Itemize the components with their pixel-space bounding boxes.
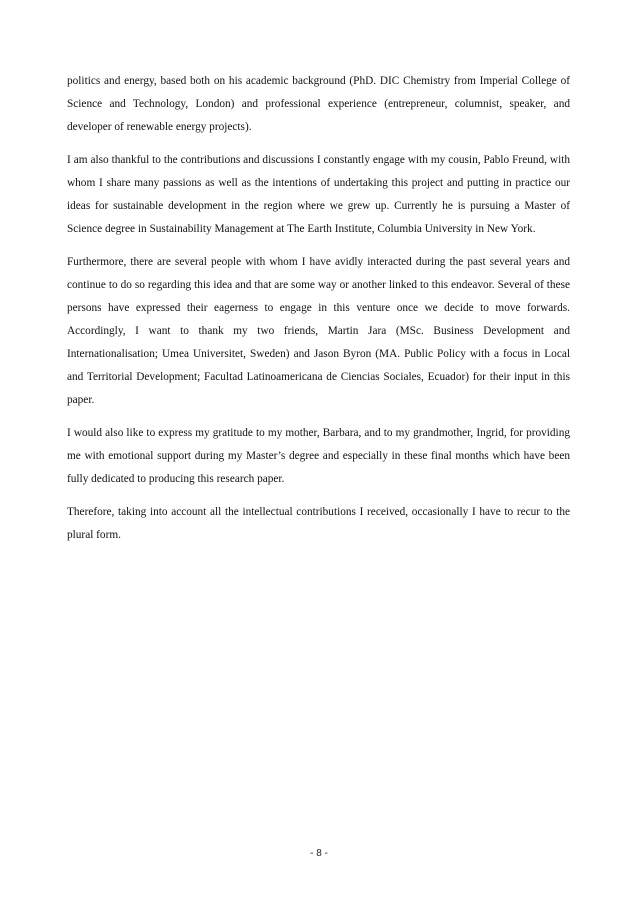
paragraph-2: I am also thankful to the contributions and discussions I constantly engage with my cousin, Pablo Freund, with whom I share many passions as well as the intentions of undertaking this project and putting in practice our ideas for sustainable development in the region where we grew up. Currently he is pursuing a Master of Science degree in Sustainability Management at The Earth Institute, Columbia University in New York.: [67, 154, 570, 235]
page-number: - 8 -: [310, 848, 328, 859]
paragraph-1: politics and energy, based both on his academic background (PhD. DIC Chemistry from Imperial College of Science and Technology, London) and professional experience (entrepreneur, columnist, speaker, and developer of renewable energy projects).: [67, 75, 570, 133]
paragraph-3: Furthermore, there are several people with whom I have avidly interacted during the past several years and continue to do so regarding this idea and that are some way or another linked to this endeavor. Several of these persons have expressed their eagerness to engage in this venture once we decide to move forwards. Accordingly, I want to thank my two friends, Martin Jara (MSc. Business Development and Internationalisation; Umea Universitet, Sweden) and Jason Byron (MA. Public Policy with a focus in Local and Territorial Development; Facultad Latinoamericana de Ciencias Sociales, Ecuador) for their input in this paper.: [67, 256, 570, 406]
body-text: [67, 70, 570, 557]
paragraph-4: I would also like to express my gratitude to my mother, Barbara, and to my grandmother, Ingrid, for providing me with emotional support during my Master’s degree and especially in these final months which have been fully dedicated to producing this research paper.: [67, 427, 570, 485]
paragraph-5: Therefore, taking into account all the intellectual contributions I received, occasionally I have to recur to the plural form.: [67, 506, 570, 541]
